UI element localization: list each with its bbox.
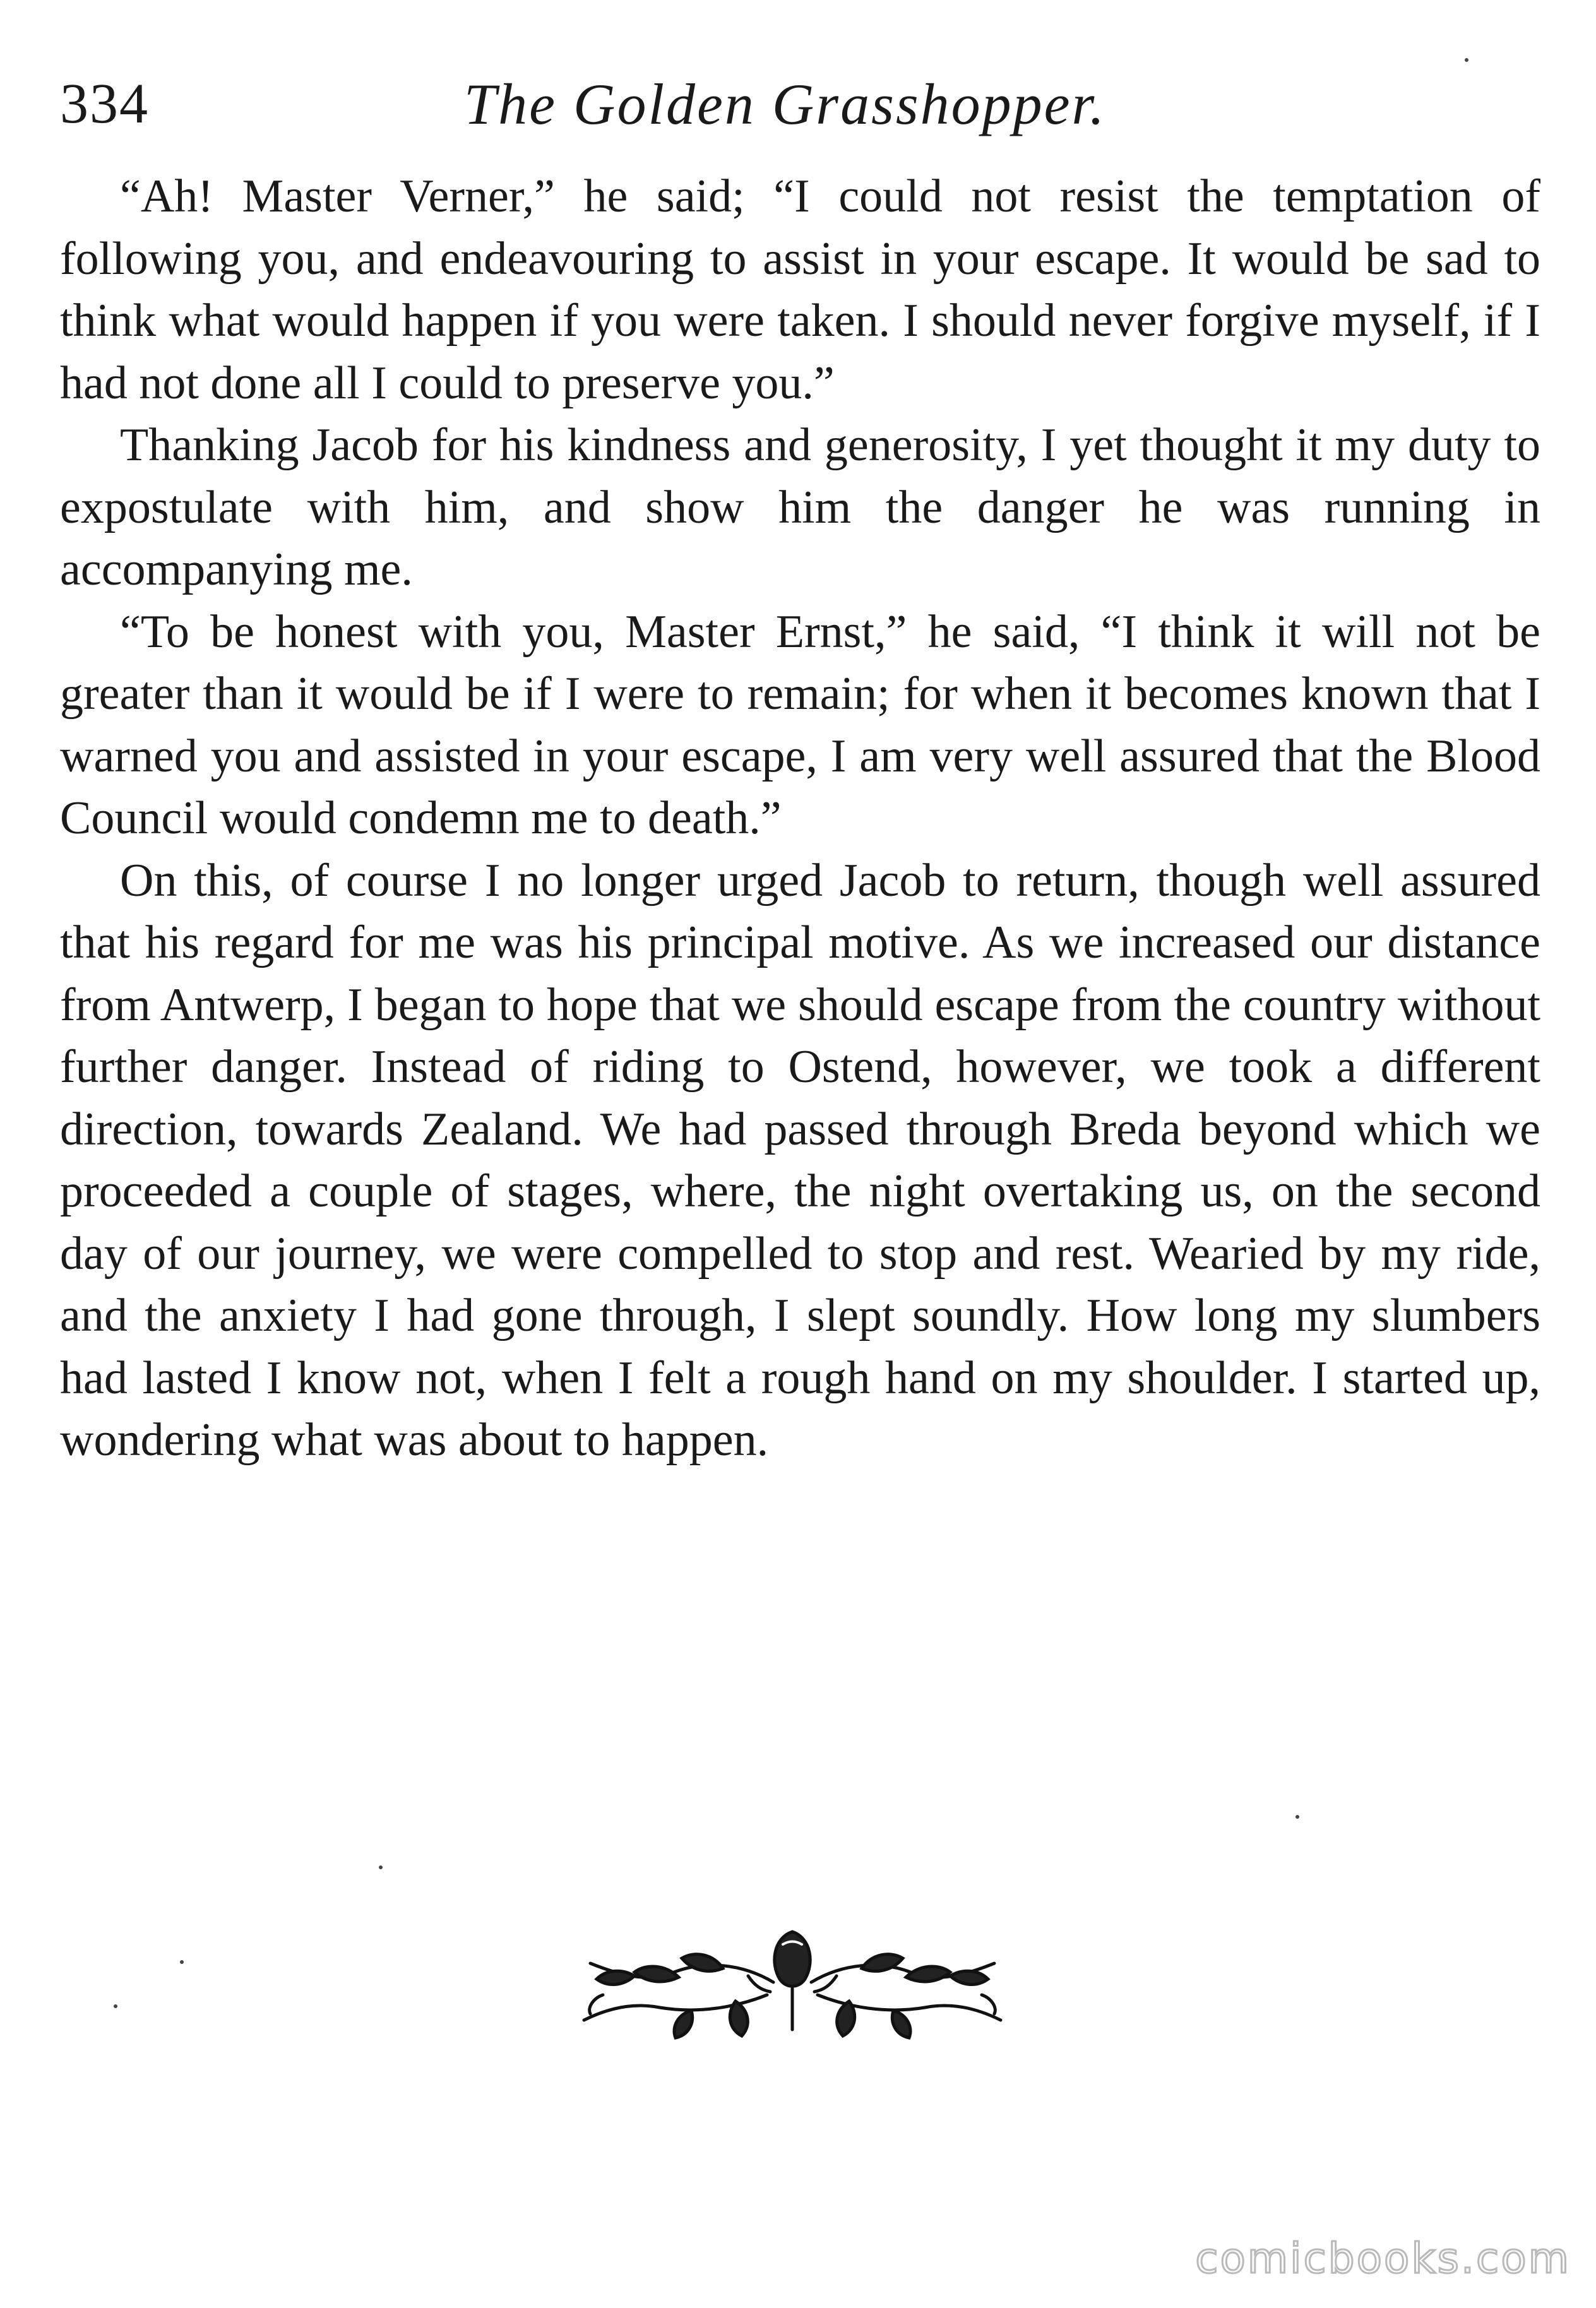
paragraph: “To be honest with you, Master Ernst,” he said, “I think it will not be greater than it would be if I were to remain; for when it becomes known that I warned you and assisted in your escape, I am very well assured that the Blood Council would condemn me to death.”	[60, 605, 1540, 844]
paragraph: On this, of course I no longer urged Jacob to return, though well assured that his regard for me was his principal motive. As we increased our distance from Antwerp, I began to hope that we should escape from the country without further danger. Instead of riding to Ostend, however, we took a different direction, towards Zealand. We had passed through Breda beyond which we proceeded a couple of stages, where, the night overtaking us, on the second day of our journey, we were compelled to stop and rest. Wearied by my ride, and the anxiety I had gone through, I slept soundly. How long my slumbers had lasted I know not, when I felt a rough hand on my shoulder. I started up, wondering what was about to happen.	[60, 854, 1540, 1466]
body-text	[60, 165, 1540, 1472]
running-header	[60, 60, 1544, 148]
running-title: The Golden Grasshopper.	[464, 72, 1107, 136]
print-speck	[1465, 58, 1468, 62]
print-speck	[1295, 1815, 1299, 1819]
paragraph: Thanking Jacob for his kindness and generosity, I yet thought it my duty to expostulate with him, and show him the danger he was running in accompanying me.	[60, 419, 1540, 595]
print-speck	[114, 2004, 117, 2008]
print-speck	[379, 1865, 383, 1869]
paragraph: “Ah! Master Verner,” he said; “I could not resist the temptation of following you, and endeavouring to assist in your escape. It would be sad to think what would happen if you were taken. I should never forgive myself, if I had not done all I could to preserve you.”	[60, 170, 1540, 409]
print-speck	[180, 1960, 184, 1964]
watermark: comicbooks.com	[1195, 2234, 1571, 2283]
page-number: 334	[60, 73, 149, 135]
floral-tailpiece-icon	[565, 1919, 1020, 2045]
